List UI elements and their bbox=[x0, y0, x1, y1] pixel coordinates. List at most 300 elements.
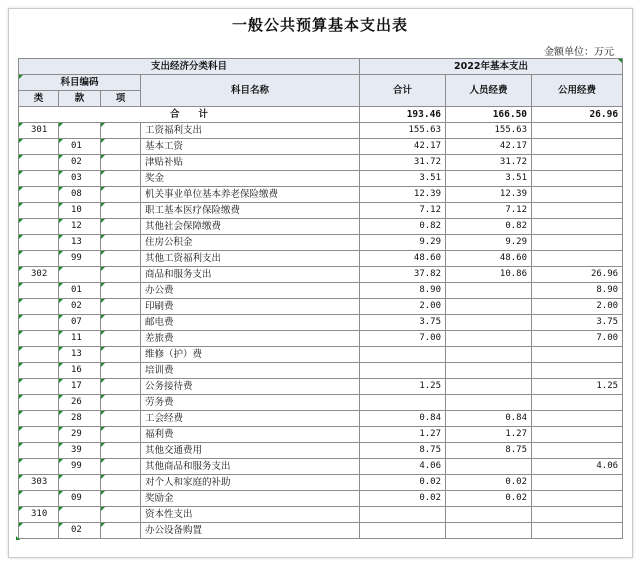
table-row bbox=[19, 299, 623, 315]
cell-personnel bbox=[446, 331, 532, 347]
cell-personnel: 31.72 bbox=[446, 155, 532, 171]
cell-xiang bbox=[101, 347, 141, 363]
cell-personnel bbox=[446, 395, 532, 411]
cell-item-name: 公务接待费 bbox=[141, 379, 360, 395]
cell-item-name: 奖励金 bbox=[141, 491, 360, 507]
cell-xiang bbox=[101, 299, 141, 315]
cell-kuan: 03 bbox=[59, 171, 101, 187]
cell-xiang bbox=[101, 315, 141, 331]
cell-public bbox=[532, 443, 623, 459]
cell-marker-icon bbox=[19, 299, 23, 303]
cell-marker-icon bbox=[618, 59, 622, 63]
cell-public bbox=[532, 411, 623, 427]
cell-item-name: 商品和服务支出 bbox=[141, 267, 360, 283]
cell-item-name: 工会经费 bbox=[141, 411, 360, 427]
cell-public bbox=[532, 395, 623, 411]
header-classification: 支出经济分类科目 bbox=[19, 59, 360, 75]
cell-kuan bbox=[59, 507, 101, 523]
header-lei: 类 bbox=[19, 91, 59, 107]
cell-personnel: 1.27 bbox=[446, 427, 532, 443]
total-label: 合 计 bbox=[19, 107, 360, 123]
total-public: 26.96 bbox=[532, 107, 623, 123]
cell-xiang bbox=[101, 331, 141, 347]
cell-total: 8.75 bbox=[360, 443, 446, 459]
cell-personnel bbox=[446, 347, 532, 363]
cell-total: 42.17 bbox=[360, 139, 446, 155]
cell-lei bbox=[19, 347, 59, 363]
cell-item-name: 其他工资福利支出 bbox=[141, 251, 360, 267]
cell-xiang bbox=[101, 187, 141, 203]
cell-public bbox=[532, 427, 623, 443]
cell-public: 4.06 bbox=[532, 459, 623, 475]
cell-lei bbox=[19, 443, 59, 459]
table-row bbox=[19, 251, 623, 267]
cell-kuan: 10 bbox=[59, 203, 101, 219]
cell-total bbox=[360, 507, 446, 523]
table-row bbox=[19, 427, 623, 443]
cell-xiang bbox=[101, 491, 141, 507]
table-row bbox=[19, 267, 623, 283]
cell-total: 0.02 bbox=[360, 475, 446, 491]
cell-public bbox=[532, 475, 623, 491]
cell-public bbox=[532, 363, 623, 379]
table-row bbox=[19, 411, 623, 427]
cell-total: 1.25 bbox=[360, 379, 446, 395]
cell-lei bbox=[19, 379, 59, 395]
cell-kuan: 16 bbox=[59, 363, 101, 379]
cell-marker-icon bbox=[19, 395, 23, 399]
cell-personnel: 3.51 bbox=[446, 171, 532, 187]
cell-public bbox=[532, 139, 623, 155]
cell-personnel bbox=[446, 523, 532, 539]
cell-item-name: 津贴补贴 bbox=[141, 155, 360, 171]
cell-total bbox=[360, 347, 446, 363]
table-row bbox=[19, 395, 623, 411]
cell-kuan: 29 bbox=[59, 427, 101, 443]
cell-marker-icon bbox=[59, 203, 63, 207]
cell-kuan: 01 bbox=[59, 139, 101, 155]
cell-item-name: 住房公积金 bbox=[141, 235, 360, 251]
cell-marker-icon bbox=[59, 155, 63, 159]
cell-total bbox=[360, 363, 446, 379]
cell-kuan: 12 bbox=[59, 219, 101, 235]
cell-marker-icon bbox=[19, 523, 23, 527]
table-row bbox=[19, 347, 623, 363]
cell-marker-icon bbox=[101, 395, 105, 399]
cell-personnel: 0.02 bbox=[446, 475, 532, 491]
cell-item-name: 基本工资 bbox=[141, 139, 360, 155]
cell-item-name: 职工基本医疗保险缴费 bbox=[141, 203, 360, 219]
cell-marker-icon bbox=[101, 219, 105, 223]
cell-marker-icon bbox=[19, 331, 23, 335]
cell-personnel: 0.02 bbox=[446, 491, 532, 507]
header-xiang: 项 bbox=[101, 91, 141, 107]
cell-total: 1.27 bbox=[360, 427, 446, 443]
cell-item-name: 办公费 bbox=[141, 283, 360, 299]
cell-marker-icon bbox=[59, 315, 63, 319]
cell-kuan: 08 bbox=[59, 187, 101, 203]
cell-personnel: 10.86 bbox=[446, 267, 532, 283]
cell-marker-icon bbox=[59, 395, 63, 399]
cell-marker-icon bbox=[59, 491, 63, 495]
cell-kuan: 13 bbox=[59, 347, 101, 363]
table-row bbox=[19, 523, 623, 539]
cell-kuan bbox=[59, 267, 101, 283]
cell-xiang bbox=[101, 411, 141, 427]
cell-lei bbox=[19, 331, 59, 347]
cell-marker-icon bbox=[101, 139, 105, 143]
header-code: 科目编码 bbox=[19, 75, 141, 91]
header-kuan: 款 bbox=[59, 91, 101, 107]
cell-item-name: 办公设备购置 bbox=[141, 523, 360, 539]
cell-lei bbox=[19, 283, 59, 299]
table-row bbox=[19, 331, 623, 347]
header-total: 合计 bbox=[360, 75, 446, 107]
cell-item-name: 资本性支出 bbox=[141, 507, 360, 523]
cell-personnel bbox=[446, 315, 532, 331]
cell-public: 8.90 bbox=[532, 283, 623, 299]
table-row bbox=[19, 459, 623, 475]
cell-marker-icon bbox=[101, 491, 105, 495]
cell-kuan bbox=[59, 123, 101, 139]
cell-kuan: 02 bbox=[59, 299, 101, 315]
cell-lei bbox=[19, 427, 59, 443]
cell-marker-icon bbox=[59, 331, 63, 335]
cell-marker-icon bbox=[101, 331, 105, 335]
cell-marker-icon bbox=[101, 459, 105, 463]
cell-public bbox=[532, 171, 623, 187]
cell-item-name: 对个人和家庭的补助 bbox=[141, 475, 360, 491]
cell-xiang bbox=[101, 395, 141, 411]
cell-marker-icon bbox=[19, 283, 23, 287]
cell-xiang bbox=[101, 427, 141, 443]
cell-marker-icon bbox=[19, 155, 23, 159]
cell-total: 0.82 bbox=[360, 219, 446, 235]
cell-lei bbox=[19, 315, 59, 331]
cell-marker-icon bbox=[16, 536, 20, 540]
table-row bbox=[19, 155, 623, 171]
cell-marker-icon bbox=[101, 427, 105, 431]
cell-marker-icon bbox=[19, 379, 23, 383]
table-row bbox=[19, 507, 623, 523]
cell-total: 7.12 bbox=[360, 203, 446, 219]
cell-marker-icon bbox=[101, 235, 105, 239]
cell-kuan: 99 bbox=[59, 459, 101, 475]
cell-item-name: 工资福利支出 bbox=[141, 123, 360, 139]
cell-personnel bbox=[446, 299, 532, 315]
cell-marker-icon bbox=[59, 299, 63, 303]
cell-lei: 301 bbox=[19, 123, 59, 139]
cell-item-name: 其他交通费用 bbox=[141, 443, 360, 459]
cell-marker-icon bbox=[101, 187, 105, 191]
cell-marker-icon bbox=[19, 235, 23, 239]
cell-marker-icon bbox=[101, 203, 105, 207]
cell-kuan: 02 bbox=[59, 523, 101, 539]
table-row bbox=[19, 203, 623, 219]
unit-label: 金额单位：万元 bbox=[544, 47, 614, 58]
cell-marker-icon bbox=[59, 347, 63, 351]
cell-xiang bbox=[101, 139, 141, 155]
cell-marker-icon bbox=[19, 75, 23, 79]
cell-marker-icon bbox=[19, 443, 23, 447]
cell-lei bbox=[19, 187, 59, 203]
cell-public bbox=[532, 523, 623, 539]
cell-public: 26.96 bbox=[532, 267, 623, 283]
cell-total: 3.75 bbox=[360, 315, 446, 331]
header-personnel: 人员经费 bbox=[446, 75, 532, 107]
cell-marker-icon bbox=[19, 251, 23, 255]
total-row bbox=[19, 107, 623, 123]
cell-item-name: 印刷费 bbox=[141, 299, 360, 315]
cell-public bbox=[532, 155, 623, 171]
cell-kuan: 07 bbox=[59, 315, 101, 331]
cell-total: 7.00 bbox=[360, 331, 446, 347]
table-row bbox=[19, 491, 623, 507]
table-title: 一般公共预算基本支出表 bbox=[231, 16, 408, 34]
cell-total: 9.29 bbox=[360, 235, 446, 251]
cell-public: 1.25 bbox=[532, 379, 623, 395]
cell-marker-icon bbox=[101, 171, 105, 175]
cell-lei bbox=[19, 235, 59, 251]
cell-lei bbox=[19, 155, 59, 171]
cell-personnel bbox=[446, 283, 532, 299]
cell-kuan: 01 bbox=[59, 283, 101, 299]
cell-public bbox=[532, 507, 623, 523]
cell-xiang bbox=[101, 363, 141, 379]
cell-total: 155.63 bbox=[360, 123, 446, 139]
cell-total: 31.72 bbox=[360, 155, 446, 171]
cell-item-name: 机关事业单位基本养老保险缴费 bbox=[141, 187, 360, 203]
cell-personnel: 7.12 bbox=[446, 203, 532, 219]
cell-marker-icon bbox=[101, 443, 105, 447]
table-row bbox=[19, 315, 623, 331]
cell-lei bbox=[19, 139, 59, 155]
cell-personnel: 12.39 bbox=[446, 187, 532, 203]
cell-public bbox=[532, 347, 623, 363]
cell-marker-icon bbox=[19, 315, 23, 319]
cell-xiang bbox=[101, 219, 141, 235]
table-row bbox=[19, 475, 623, 491]
cell-xiang bbox=[101, 475, 141, 491]
cell-marker-icon bbox=[59, 475, 63, 479]
cell-personnel bbox=[446, 363, 532, 379]
cell-marker-icon bbox=[19, 139, 23, 143]
cell-public bbox=[532, 491, 623, 507]
table-row bbox=[19, 379, 623, 395]
cell-item-name: 劳务费 bbox=[141, 395, 360, 411]
total-personnel: 166.50 bbox=[446, 107, 532, 123]
cell-xiang bbox=[101, 379, 141, 395]
cell-personnel: 0.82 bbox=[446, 219, 532, 235]
cell-marker-icon bbox=[101, 251, 105, 255]
cell-kuan: 26 bbox=[59, 395, 101, 411]
cell-kuan bbox=[59, 475, 101, 491]
table-row bbox=[19, 235, 623, 251]
cell-kuan: 11 bbox=[59, 331, 101, 347]
cell-personnel: 48.60 bbox=[446, 251, 532, 267]
cell-total bbox=[360, 395, 446, 411]
table-row bbox=[19, 171, 623, 187]
cell-marker-icon bbox=[101, 379, 105, 383]
cell-total: 4.06 bbox=[360, 459, 446, 475]
cell-marker-icon bbox=[59, 363, 63, 367]
cell-kuan: 99 bbox=[59, 251, 101, 267]
cell-item-name: 培训费 bbox=[141, 363, 360, 379]
cell-item-name: 差旅费 bbox=[141, 331, 360, 347]
cell-xiang bbox=[101, 443, 141, 459]
cell-item-name: 奖金 bbox=[141, 171, 360, 187]
cell-xiang bbox=[101, 171, 141, 187]
cell-kuan: 28 bbox=[59, 411, 101, 427]
cell-lei bbox=[19, 299, 59, 315]
cell-kuan: 39 bbox=[59, 443, 101, 459]
cell-kuan: 17 bbox=[59, 379, 101, 395]
cell-xiang bbox=[101, 123, 141, 139]
cell-xiang bbox=[101, 251, 141, 267]
cell-marker-icon bbox=[59, 443, 63, 447]
cell-marker-icon bbox=[101, 123, 105, 127]
cell-kuan: 13 bbox=[59, 235, 101, 251]
cell-marker-icon bbox=[59, 427, 63, 431]
table-row bbox=[19, 363, 623, 379]
cell-total: 0.02 bbox=[360, 491, 446, 507]
cell-total: 3.51 bbox=[360, 171, 446, 187]
cell-total: 12.39 bbox=[360, 187, 446, 203]
cell-personnel: 8.75 bbox=[446, 443, 532, 459]
cell-total bbox=[360, 523, 446, 539]
cell-total: 2.00 bbox=[360, 299, 446, 315]
cell-marker-icon bbox=[19, 219, 23, 223]
cell-lei bbox=[19, 171, 59, 187]
cell-public bbox=[532, 123, 623, 139]
cell-marker-icon bbox=[59, 139, 63, 143]
cell-lei bbox=[19, 203, 59, 219]
cell-lei: 302 bbox=[19, 267, 59, 283]
cell-personnel bbox=[446, 379, 532, 395]
cell-personnel: 155.63 bbox=[446, 123, 532, 139]
header-name: 科目名称 bbox=[141, 75, 360, 107]
cell-marker-icon bbox=[19, 123, 23, 127]
cell-item-name: 其他社会保障缴费 bbox=[141, 219, 360, 235]
cell-public bbox=[532, 235, 623, 251]
cell-personnel bbox=[446, 507, 532, 523]
cell-marker-icon bbox=[59, 283, 63, 287]
cell-marker-icon bbox=[19, 203, 23, 207]
cell-item-name: 其他商品和服务支出 bbox=[141, 459, 360, 475]
cell-total: 8.90 bbox=[360, 283, 446, 299]
cell-marker-icon bbox=[101, 267, 105, 271]
cell-marker-icon bbox=[19, 459, 23, 463]
header-year-budget: 2022年基本支出 bbox=[360, 59, 623, 75]
cell-marker-icon bbox=[59, 123, 63, 127]
cell-kuan: 09 bbox=[59, 491, 101, 507]
cell-marker-icon bbox=[19, 267, 23, 271]
header-public: 公用经费 bbox=[532, 75, 623, 107]
table-row bbox=[19, 139, 623, 155]
cell-xiang bbox=[101, 203, 141, 219]
cell-xiang bbox=[101, 283, 141, 299]
cell-marker-icon bbox=[59, 459, 63, 463]
cell-lei: 310 bbox=[19, 507, 59, 523]
table-row bbox=[19, 283, 623, 299]
cell-marker-icon bbox=[59, 411, 63, 415]
cell-lei bbox=[19, 459, 59, 475]
cell-marker-icon bbox=[101, 411, 105, 415]
cell-xiang bbox=[101, 267, 141, 283]
cell-marker-icon bbox=[101, 475, 105, 479]
cell-personnel: 0.84 bbox=[446, 411, 532, 427]
cell-lei bbox=[19, 491, 59, 507]
cell-personnel bbox=[446, 459, 532, 475]
cell-marker-icon bbox=[19, 171, 23, 175]
cell-public: 3.75 bbox=[532, 315, 623, 331]
cell-marker-icon bbox=[19, 507, 23, 511]
cell-xiang bbox=[101, 235, 141, 251]
cell-marker-icon bbox=[19, 491, 23, 495]
cell-kuan: 02 bbox=[59, 155, 101, 171]
cell-item-name: 邮电费 bbox=[141, 315, 360, 331]
cell-public bbox=[532, 187, 623, 203]
cell-lei: 303 bbox=[19, 475, 59, 491]
cell-marker-icon bbox=[59, 523, 63, 527]
cell-personnel: 42.17 bbox=[446, 139, 532, 155]
cell-marker-icon bbox=[19, 411, 23, 415]
cell-marker-icon bbox=[59, 251, 63, 255]
cell-marker-icon bbox=[101, 299, 105, 303]
cell-marker-icon bbox=[19, 187, 23, 191]
cell-item-name: 维修（护）费 bbox=[141, 347, 360, 363]
cell-marker-icon bbox=[59, 507, 63, 511]
cell-marker-icon bbox=[19, 347, 23, 351]
cell-marker-icon bbox=[19, 363, 23, 367]
cell-xiang bbox=[101, 507, 141, 523]
cell-marker-icon bbox=[101, 315, 105, 319]
cell-public bbox=[532, 219, 623, 235]
cell-marker-icon bbox=[101, 363, 105, 367]
cell-marker-icon bbox=[59, 219, 63, 223]
table-row bbox=[19, 187, 623, 203]
cell-marker-icon bbox=[59, 171, 63, 175]
table-row bbox=[19, 443, 623, 459]
cell-public bbox=[532, 251, 623, 267]
cell-public bbox=[532, 203, 623, 219]
cell-item-name: 福利费 bbox=[141, 427, 360, 443]
cell-marker-icon bbox=[101, 347, 105, 351]
cell-lei bbox=[19, 523, 59, 539]
cell-total: 0.84 bbox=[360, 411, 446, 427]
table-row bbox=[19, 123, 623, 139]
cell-marker-icon bbox=[59, 267, 63, 271]
cell-marker-icon bbox=[101, 523, 105, 527]
cell-personnel: 9.29 bbox=[446, 235, 532, 251]
cell-xiang bbox=[101, 155, 141, 171]
cell-public: 7.00 bbox=[532, 331, 623, 347]
expenditure-table bbox=[18, 58, 623, 539]
cell-marker-icon bbox=[101, 283, 105, 287]
total-amount: 193.46 bbox=[360, 107, 446, 123]
cell-lei bbox=[19, 395, 59, 411]
cell-xiang bbox=[101, 459, 141, 475]
cell-public: 2.00 bbox=[532, 299, 623, 315]
cell-marker-icon bbox=[19, 475, 23, 479]
table-row bbox=[19, 219, 623, 235]
cell-marker-icon bbox=[19, 427, 23, 431]
cell-lei bbox=[19, 411, 59, 427]
cell-marker-icon bbox=[59, 235, 63, 239]
table-body bbox=[19, 107, 623, 539]
cell-total: 48.60 bbox=[360, 251, 446, 267]
cell-lei bbox=[19, 363, 59, 379]
